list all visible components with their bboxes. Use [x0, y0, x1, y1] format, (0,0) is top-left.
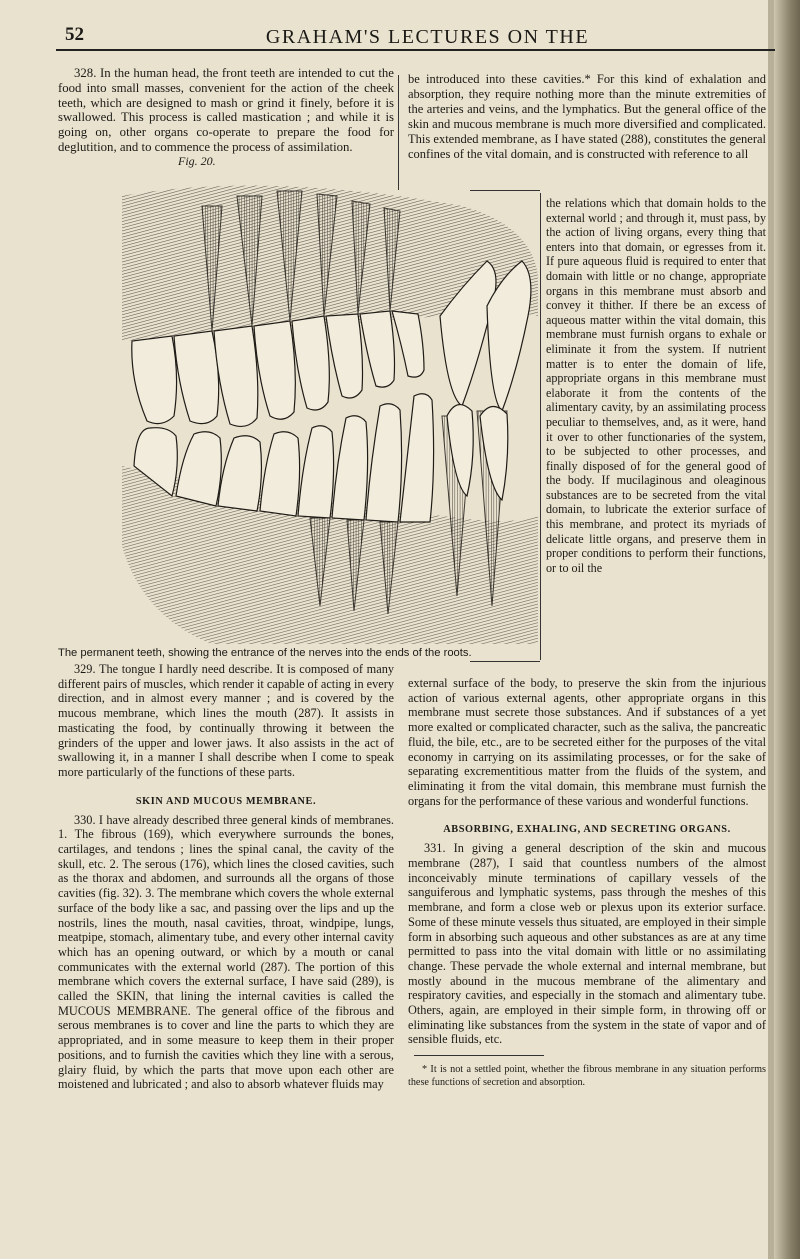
paragraph-328: 328. In the human head, the front teeth are intended to cut the food into small masses, convenient for the action of the cheek teeth, which are designed to mash or grind it finely, before it is swallowed. This process is called mastication ; and while it is going on, other organs co-operate to prepare the food for deglutition, and to commence the process of assimilation. [58, 66, 394, 154]
paragraph-continued: be introduced into these cavities.* For this kind of exhalation and absorption, they require nothing more than the minute extremities of the arteries and veins, and the lymphatics. But the general office of the skin and mucous membrane is much more diversified and complicated. This extended membrane, as I have stated (288), constitutes the general confines of the vital domain, and is constructed with reference to all [408, 72, 766, 161]
paragraph-continued-lower: external surface of the body, to preserve the skin from the injurious action of various external agents, other appropriate organs in this membrane must secrete those substances. And if substances of a yet more exalted or complicated character, such as the saliva, the pancreatic fluid, the bile, etc., are to be secreted either for the purposes of the vital economy in carrying on its assimilating processes, or for the sake of separating excrementitious matter from the fluids of the system, and eliminating it from the vital domain, this membrane must furnish the organs for the performance of these various and wonderful functions. [408, 676, 766, 808]
column-divider [398, 75, 399, 190]
paragraph-331: 331. In giving a general description of the skin and mucous membrane (287), I said that countless numbers of the almost inconceivably minute terminations of capillary vessels of the sanguiferous and lymphatic systems, pass through the meshes of this membrane, and form a close web or plexus upon its exterior surface. Some of these minute vessels thus situated, are employed in their simple form in absorbing such aqueous and other substances as are at any time permitted to pass into the vital domain with little or no assimilating change. These pervade the whole external and internal membrane, but mostly abound in the mucous membrane of the alimentary and respiratory cavities, and especially in the stomach and alimentary tube. Others, again, are employed in their simple form, in throwing off or eliminating like substances from the system in the state of vapor and of sensible fluids, etc. [408, 841, 766, 1047]
section-heading-skin: SKIN AND MUCOUS MEMBRANE. [135, 795, 317, 807]
footnote: * It is not a settled point, whether the fibrous membrane in any situation performs these functions of secretion and absorption. [408, 1064, 766, 1088]
page-number: 52 [65, 24, 84, 45]
book-fore-edge [774, 0, 800, 1259]
figure-caption: The permanent teeth, showing the entrance of the nerves into the ends of the roots. [58, 647, 472, 659]
wrap-rule-top [470, 190, 540, 191]
paragraph-wrapped: the relations which that domain holds to the external world ; and through it, must pass, by the action of living organs, every thing that enters into that domain, or egresses from it. If pure aqueous fluid is required to enter that domain with little or no change, appropriate organs in this membrane must absorb and convey it thither. If there be an excess of aqueous matter within the vital domain, this membrane must furnish organs to exhale or eliminate it from the system. If nutrient matter is to enter the domain of life, appropriate organs in this membrane must elaborate it from the contents of the alimentary cavity, by an assimilating process peculiar to themselves, and, as it were, hand it over to other functionaries of the system, to be subjected to other processes, and finally disposed of for the general good of the body. If mucilaginous and oleaginous substances are to be secreted from the vital domain, to lubricate the exterior surface of this membrane, and protect its myriads of delicate little organs, and preserve them in proper conditions to perform their functions, or to oil the [546, 196, 766, 575]
header-rule [56, 49, 775, 51]
paragraph-330: 330. I have already described three general kinds of membranes. 1. The fibrous (169), which everywhere surrounds the bones, cartilages, and tendons ; lines the spinal canal, the cavity of the skull, etc. 2. The serous (176), which lines the closed cavities, such as the thorax and abdomen, and surrounds all the organs of those cavities (fig. 32). 3. The membrane which covers the whole external surface of the body like a sac, and passing over the lips and up the nostrils, lines the mouth, nasal cavities, throat, windpipe, lungs, meatpipe, stomach, alimentary tube, and every other internal cavity which has an opening outward, or which by a mouth or canal communicates with the external world (287). The portion of this membrane which covers the external surface, I have said (289), is called the SKIN, that lining the internal cavities is called the MUCOUS MEMBRANE. The general office of the fibrous and serous membranes is to cover and line the parts to which they are appropriated, and in some measure to keep them in their proper positions, and to furnish the cavities which they line with a serous, glairy fluid, by which the parts that move upon each other are moistened and lubricated ; and also to absorb whatever fluids may [58, 812, 394, 1092]
wrap-rule-vertical [540, 193, 541, 660]
right-column-top [408, 72, 766, 161]
page-header [40, 22, 775, 52]
left-column-lower [58, 662, 394, 1092]
left-column-top [58, 66, 394, 155]
wrap-rule-bottom [470, 661, 540, 662]
figure-label: Fig. 20. [178, 154, 216, 168]
teeth-illustration [62, 166, 538, 644]
section-heading-organs: ABSORBING, EXHALING, AND SECRETING ORGANS. [443, 824, 731, 836]
paragraph-329: 329. The tongue I hardly need describe. It is composed of many different pairs of muscles, which render it capable of acting in every direction, and in almost every manner ; and is covered by the mucous membrane, which lines the mouth (287). It assists in masticating the food, by continually throwing it between the grinders of the upper and lower jaws. It also assists in the act of swallowing it, in a manner I shall describe when I come to speak more particularly of the functions of these parts. [58, 662, 394, 779]
running-head: GRAHAM'S LECTURES ON THE [265, 26, 590, 48]
footnote-rule [414, 1055, 544, 1056]
right-column-wrapped [546, 196, 766, 575]
right-column-lower [408, 676, 766, 1089]
